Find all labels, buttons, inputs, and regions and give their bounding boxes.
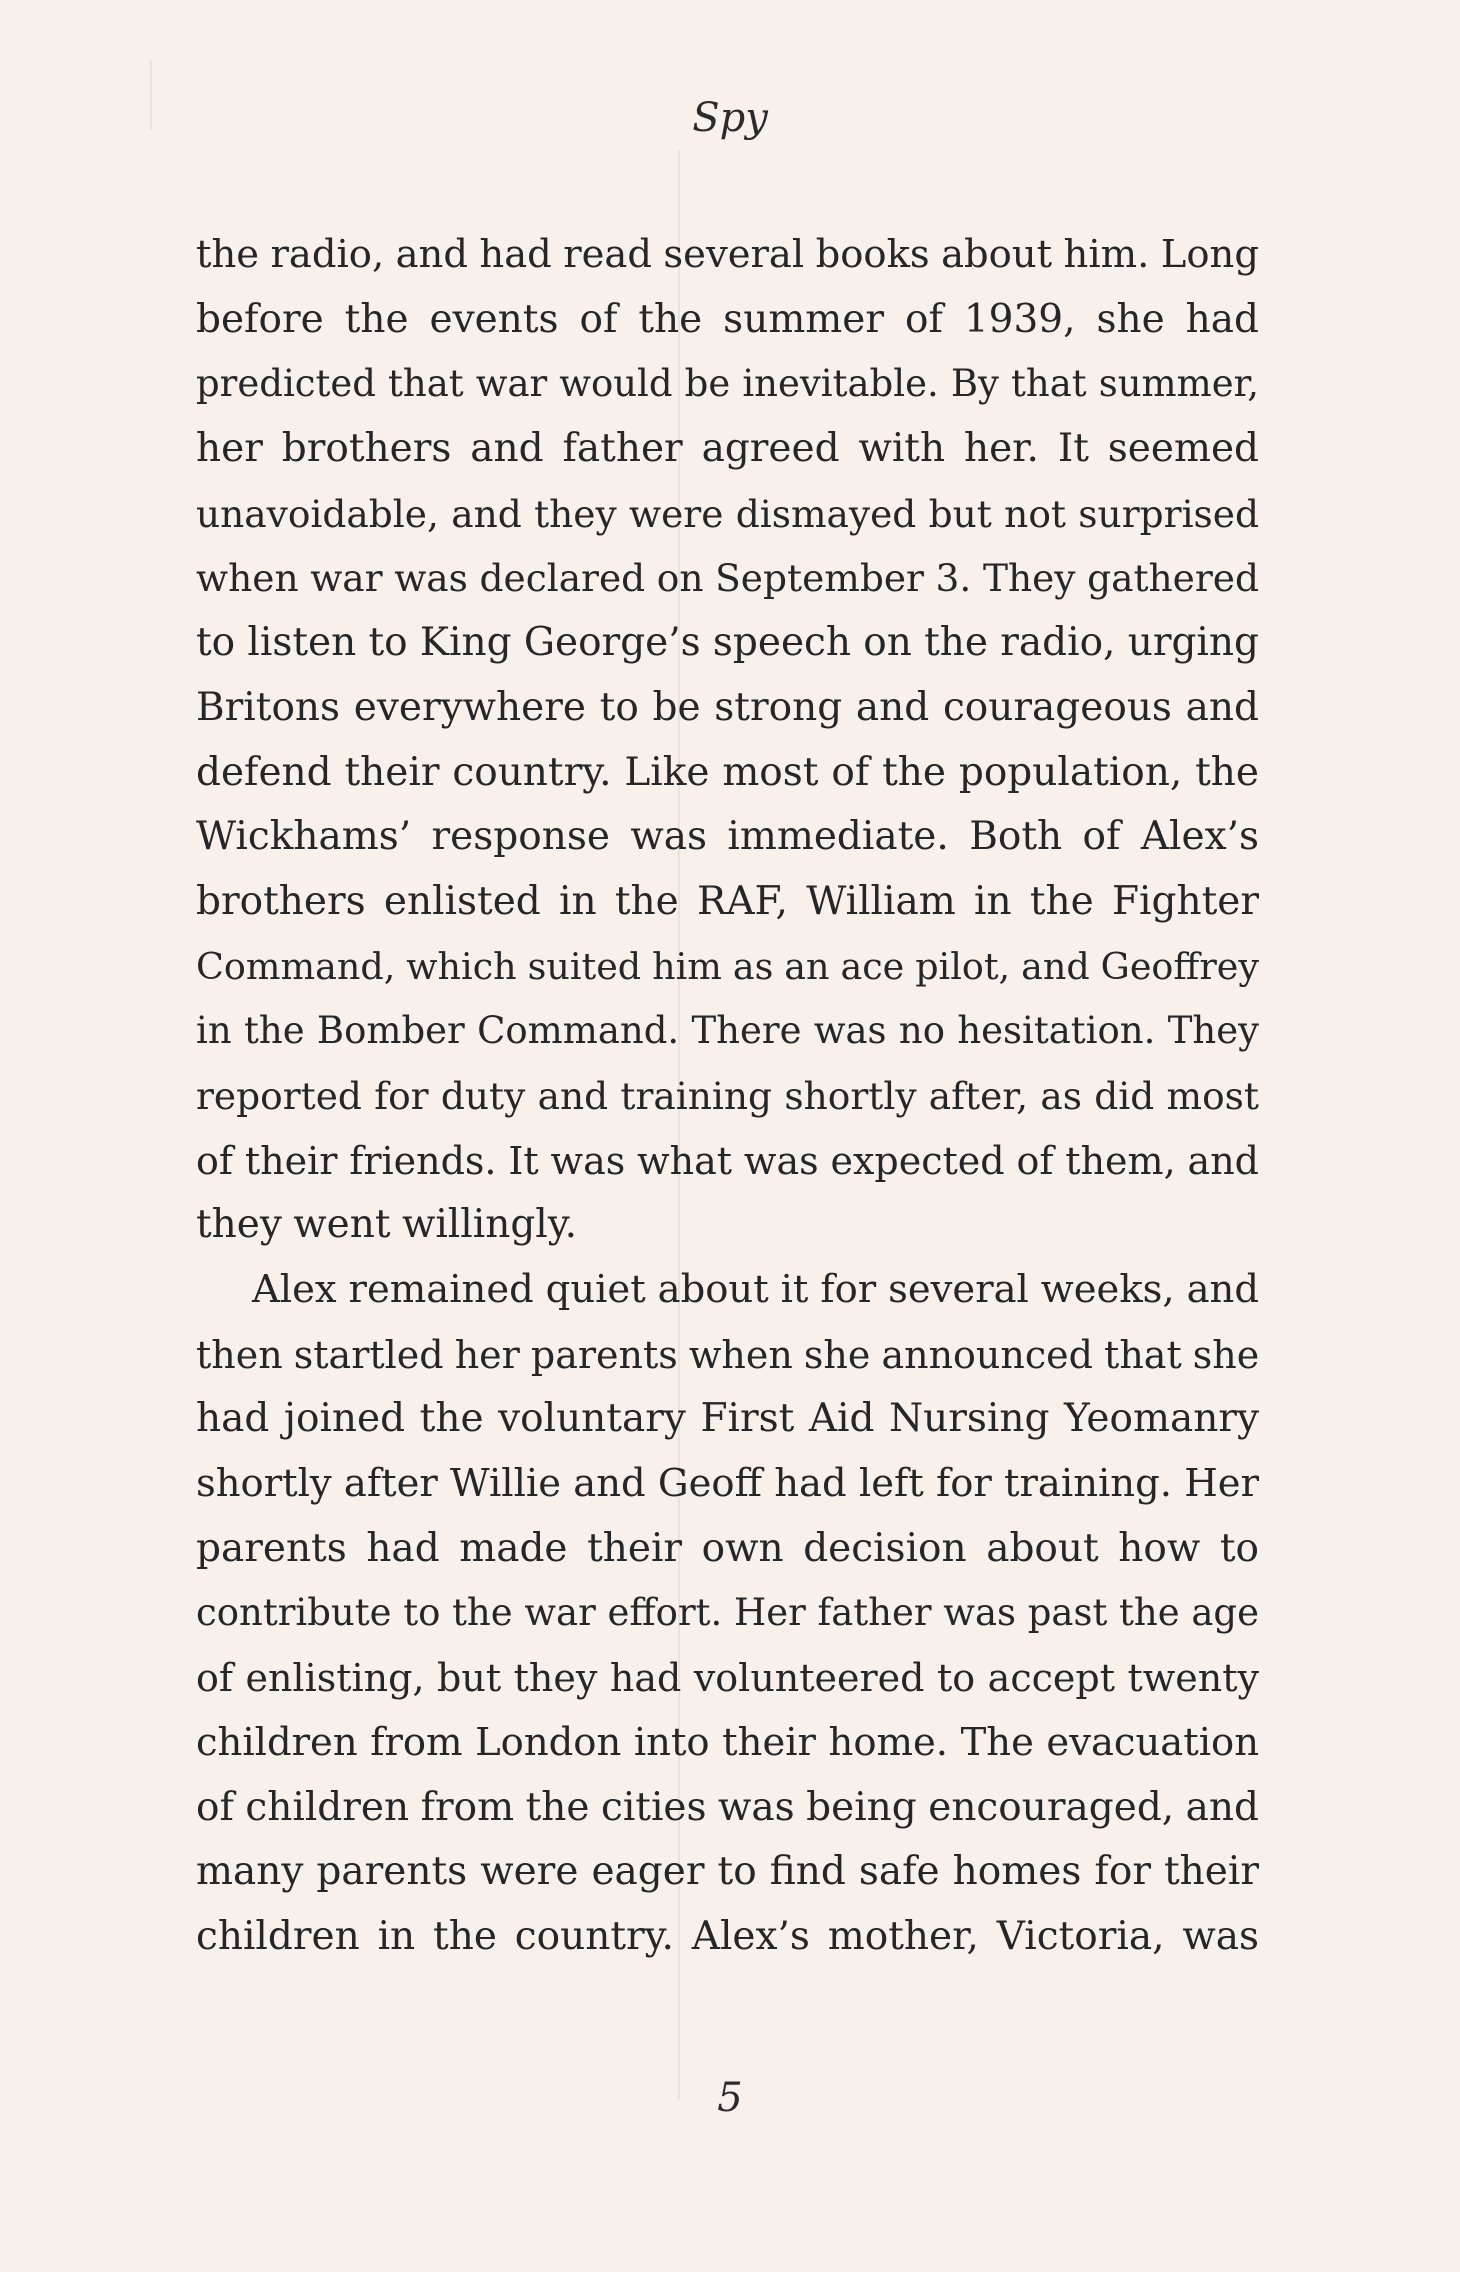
- text-line: shortly after Willie and Geoff had left for training. Her: [196, 1461, 1259, 1507]
- text-line: had joined the voluntary First Aid Nursing Yeomanry: [196, 1396, 1259, 1442]
- text-line: before the events of the summer of 1939, she had: [196, 296, 1259, 342]
- text-line: children in the country. Alex’s mother, Victoria, was: [196, 1913, 1259, 1959]
- text-line: reported for duty and training shortly after, as did most: [196, 1073, 1259, 1118]
- text-line: parents had made their own decision about how to: [196, 1525, 1259, 1571]
- text-line: Command, which suited him as an ace pilot, and Geoffrey: [196, 944, 1259, 988]
- text-line: of their friends. It was what was expected of them, and: [196, 1138, 1259, 1183]
- text-line: Wickhams’ response was immediate. Both of Alex’s: [196, 814, 1259, 860]
- text-line: many parents were eager to find safe homes for their: [196, 1849, 1259, 1895]
- body-text: [196, 223, 1259, 1970]
- text-line: children from London into their home. The evacuation: [196, 1719, 1259, 1765]
- text-line: contribute to the war effort. Her father was past the age: [196, 1591, 1259, 1635]
- text-line: her brothers and father agreed with her. It seemed: [196, 426, 1259, 472]
- text-line: of enlisting, but they had volunteered to accept twenty: [196, 1656, 1259, 1701]
- text-line: to listen to King George’s speech on the radio, urging: [196, 620, 1259, 666]
- text-line: the radio, and had read several books about him. Long: [196, 232, 1259, 277]
- running-title: Spy: [692, 95, 768, 141]
- text-line: they went willingly.: [196, 1202, 578, 1248]
- text-line: unavoidable, and they were dismayed but not surprised: [196, 491, 1259, 536]
- text-line: when war was declared on September 3. They gathered: [196, 556, 1259, 601]
- text-line: brothers enlisted in the RAF, William in the Fighter: [196, 878, 1259, 924]
- text-line: Britons everywhere to be strong and courageous and: [196, 684, 1259, 730]
- text-line: then startled her parents when she announced that she: [196, 1332, 1259, 1377]
- text-line: defend their country. Like most of the population, the: [196, 749, 1259, 795]
- text-line: in the Bomber Command. There was no hesitation. They: [196, 1009, 1259, 1053]
- text-line: of children from the cities was being encouraged, and: [196, 1784, 1259, 1830]
- text-line: Alex remained quiet about it for several weeks, and: [252, 1267, 1259, 1312]
- text-line: predicted that war would be inevitable. By that summer,: [196, 362, 1259, 406]
- page-number: 5: [717, 2075, 743, 2121]
